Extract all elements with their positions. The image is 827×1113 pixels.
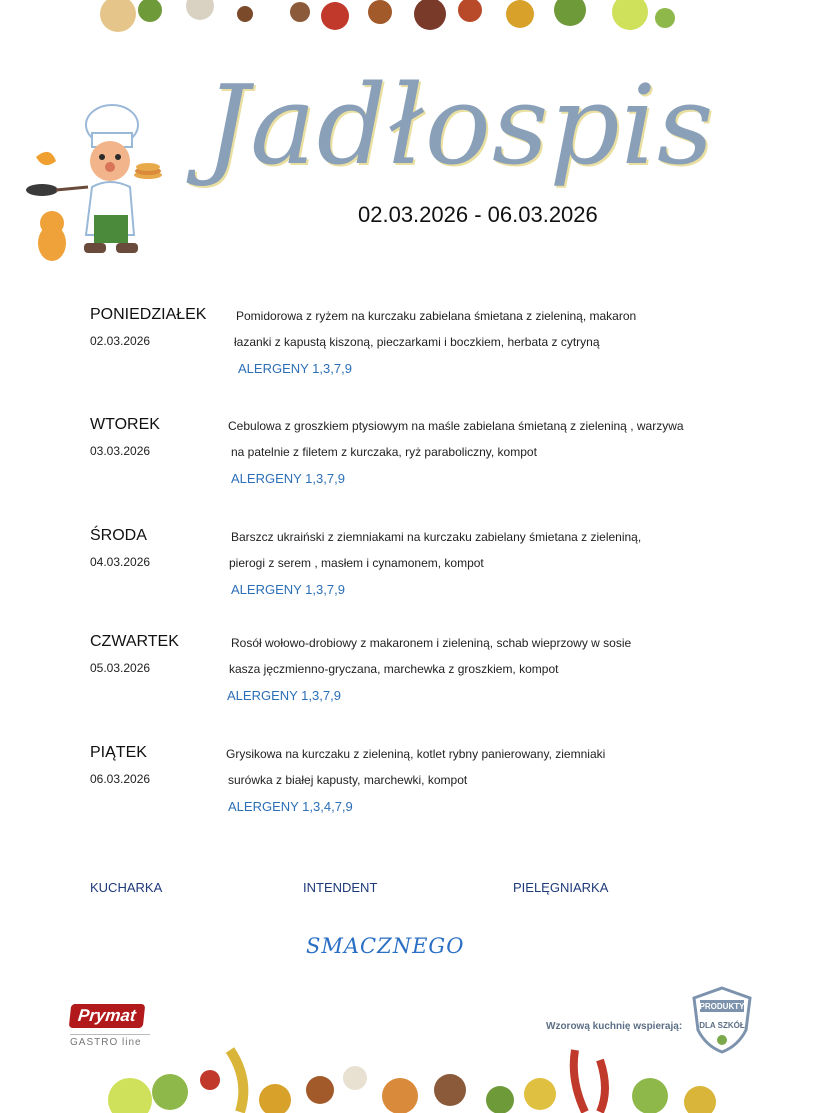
day-tuesday [0, 416, 827, 506]
badge-line-2: DLA SZKÓŁ [699, 1021, 745, 1030]
allergens: ALERGENY 1,3,4,7,9 [228, 799, 353, 814]
day-friday [0, 744, 827, 834]
meal-line-2: na patelnie z filetem z kurczaka, ryż paraboliczny, kompot [231, 445, 537, 459]
meal-line-2: łazanki z kapustą kiszoną, pieczarkami i boczkiem, herbata z cytryną [234, 335, 600, 349]
allergens: ALERGENY 1,3,7,9 [231, 582, 345, 597]
day-date: 05.03.2026 [90, 661, 151, 675]
badge-line-1: PRODUKTY [699, 1002, 745, 1011]
page-title: Jadłospis [205, 61, 715, 189]
signature-intendant: INTENDENT [303, 880, 378, 895]
meal-line-1: Rosół wołowo-drobiowy z makaronem i zieleniną, schab wieprzowy w sosie [231, 636, 632, 650]
support-text: Wzorową kuchnię wspierają: [546, 1021, 683, 1032]
day-date: 02.03.2026 [90, 334, 151, 348]
allergens: ALERGENY 1,3,7,9 [238, 361, 352, 376]
spices-decoration-bottom [0, 1030, 827, 1113]
closing-wish: SMACZNEGO [306, 934, 465, 958]
brand-subline: GASTRO line [70, 1034, 150, 1048]
day-date: 06.03.2026 [90, 772, 151, 786]
meal-line-1: Pomidorowa z ryżem na kurczaku zabielana śmietana z zieleniną, makaron [236, 309, 637, 323]
date-range: 02.03.2026 - 06.03.2026 [358, 202, 598, 227]
brand-name: Prymat [69, 1004, 145, 1028]
meal-line-2: surówka z białej kapusty, marchewki, kompot [228, 773, 468, 787]
chef-illustration [22, 95, 162, 270]
meal-line-1: Cebulowa z groszkiem ptysiowym na maśle zabielana śmietaną z zieleniną , warzywa [228, 419, 684, 433]
meal-line-1: Barszcz ukraiński z ziemniakami na kurczaku zabielany śmietana z zieleniną, [231, 530, 642, 544]
day-name: WTOREK [90, 416, 160, 433]
day-wednesday [0, 527, 827, 617]
day-date: 03.03.2026 [90, 444, 151, 458]
signature-nurse: PIELĘGNIARKA [513, 880, 609, 895]
day-monday [0, 306, 827, 396]
meal-line-1: Grysikowa na kurczaku z zieleniną, kotlet rybny panierowany, ziemniaki [226, 747, 606, 761]
day-name: PONIEDZIAŁEK [90, 306, 207, 323]
signature-cook: KUCHARKA [90, 880, 163, 895]
day-name: ŚRODA [90, 527, 147, 544]
day-date: 04.03.2026 [90, 555, 151, 569]
day-name: CZWARTEK [90, 633, 179, 650]
day-thursday [0, 633, 827, 723]
allergens: ALERGENY 1,3,7,9 [227, 688, 341, 703]
day-name: PIĄTEK [90, 744, 147, 761]
allergens: ALERGENY 1,3,7,9 [231, 471, 345, 486]
meal-line-2: kasza jęczmienno-gryczana, marchewka z groszkiem, kompot [229, 662, 559, 676]
meal-line-2: pierogi z serem , masłem i cynamonem, kompot [229, 556, 484, 570]
